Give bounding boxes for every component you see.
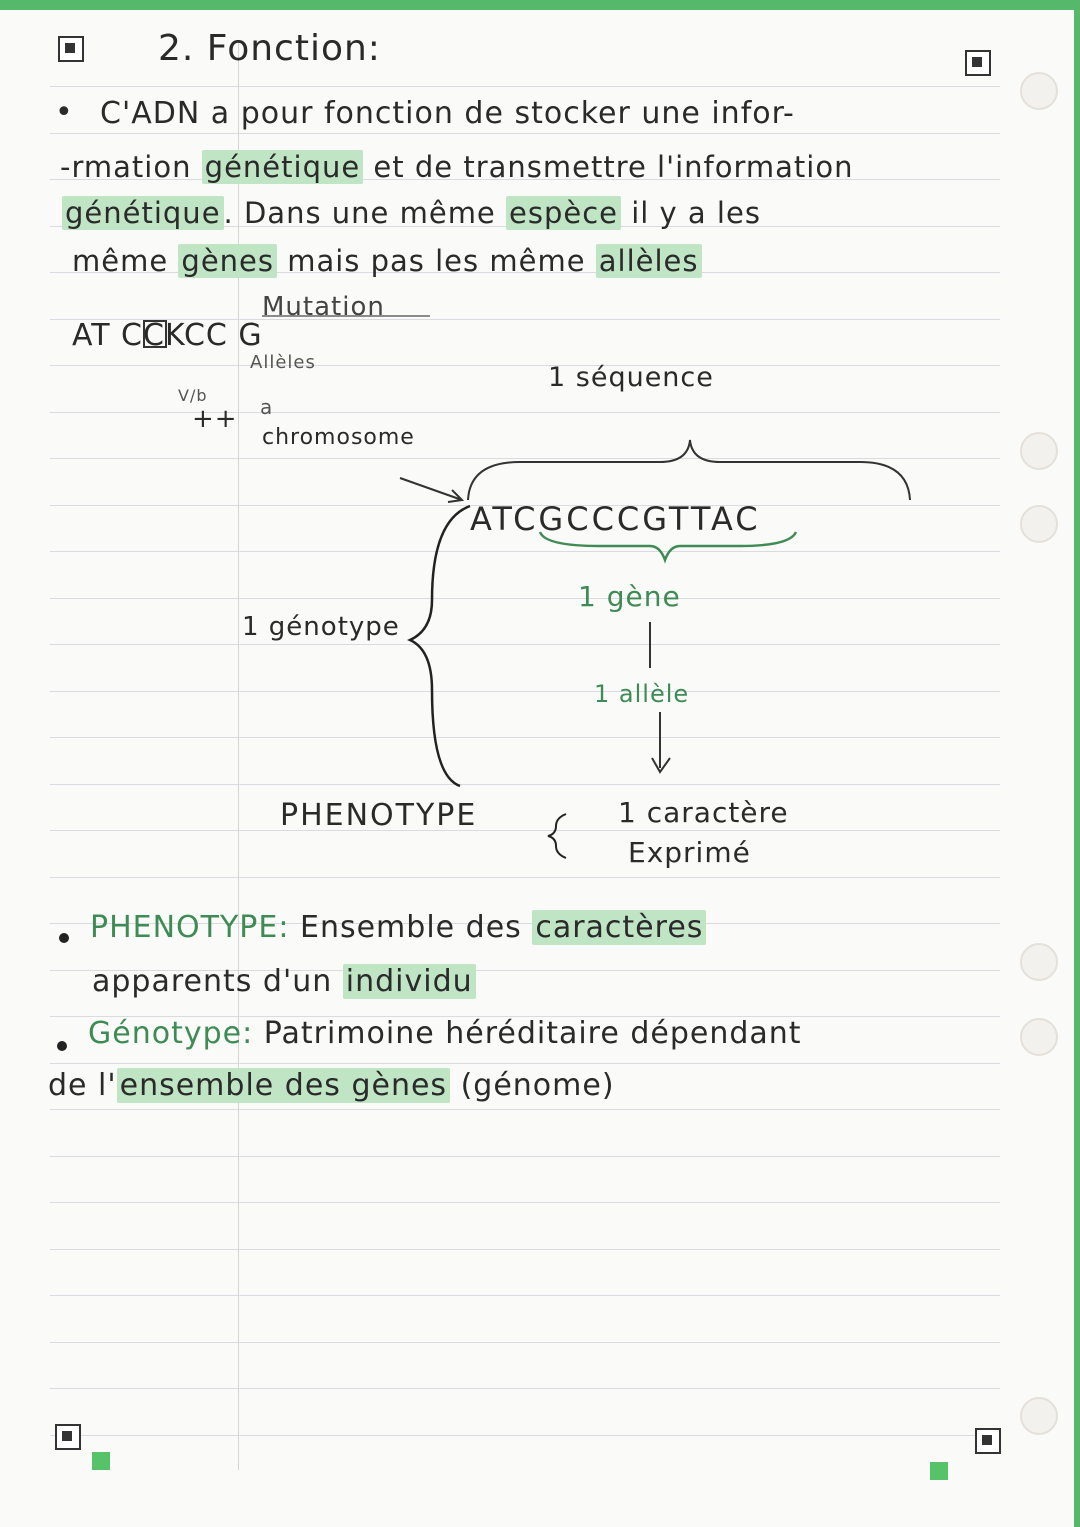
highlight: caractères xyxy=(532,910,706,945)
genotype-label: 1 génotype xyxy=(242,612,400,642)
chromosome-label: chromosome xyxy=(262,425,415,450)
sequence-left: AT CCKCC G xyxy=(72,318,263,353)
a-label: a xyxy=(260,395,274,419)
crosses: ++ xyxy=(192,404,238,434)
paragraph-line-4: même gènes mais pas les même allèles xyxy=(72,244,702,278)
definition-phenotype-line-1: PHENOTYPE: Ensemble des caractères xyxy=(90,910,706,945)
highlight: espèce xyxy=(506,196,621,230)
phenotype-word: PHENOTYPE xyxy=(280,798,478,833)
definition-term: Génotype: xyxy=(88,1016,254,1051)
phenotype-line-1: 1 caractère xyxy=(618,796,789,829)
bullet-icon xyxy=(57,1041,67,1051)
definition-term: PHENOTYPE: xyxy=(90,910,290,945)
sequence-label: 1 séquence xyxy=(548,362,714,393)
highlight: allèles xyxy=(596,244,702,278)
highlight: individu xyxy=(343,964,476,999)
v-label: V/b xyxy=(178,386,208,405)
section-title: 2. Fonction: xyxy=(158,28,381,69)
gene-label: 1 gène xyxy=(578,580,681,613)
dna-sequence: ATCGCCCGTTAC xyxy=(470,500,761,538)
bullet-icon xyxy=(59,933,69,943)
mutation-label: Mutation xyxy=(262,292,385,322)
gene-brace xyxy=(540,532,796,560)
definition-phenotype-line-2: apparents d'un individu xyxy=(92,964,476,999)
allele-label: 1 allèle xyxy=(594,680,690,708)
alleles-label: Allèles xyxy=(250,352,316,373)
sequence-brace xyxy=(468,440,910,500)
paragraph-line-1: C'ADN a pour fonction de stocker une infor- xyxy=(100,96,795,131)
mutation-box xyxy=(144,321,166,347)
genotype-brace xyxy=(410,506,470,786)
highlight: génétique xyxy=(202,150,364,184)
definition-genotype-line-1: Génotype: Patrimoine héréditaire dépendant xyxy=(88,1016,802,1051)
highlight: génétique xyxy=(62,196,224,230)
phenotype-line-2: Exprimé xyxy=(628,836,751,869)
chromosome-arrow xyxy=(400,478,462,500)
paragraph-line-3: génétique . Dans une même espèce il y a les xyxy=(62,196,761,230)
bullet: • xyxy=(55,95,73,130)
definition-genotype-line-2: de l' ensemble des gènes (génome) xyxy=(48,1068,615,1103)
highlight: gènes xyxy=(178,244,277,278)
phenotype-brace xyxy=(548,814,566,858)
paragraph-line-2: -rmation génétique et de transmettre l'information xyxy=(60,150,854,184)
highlight: ensemble des gènes xyxy=(117,1068,450,1103)
